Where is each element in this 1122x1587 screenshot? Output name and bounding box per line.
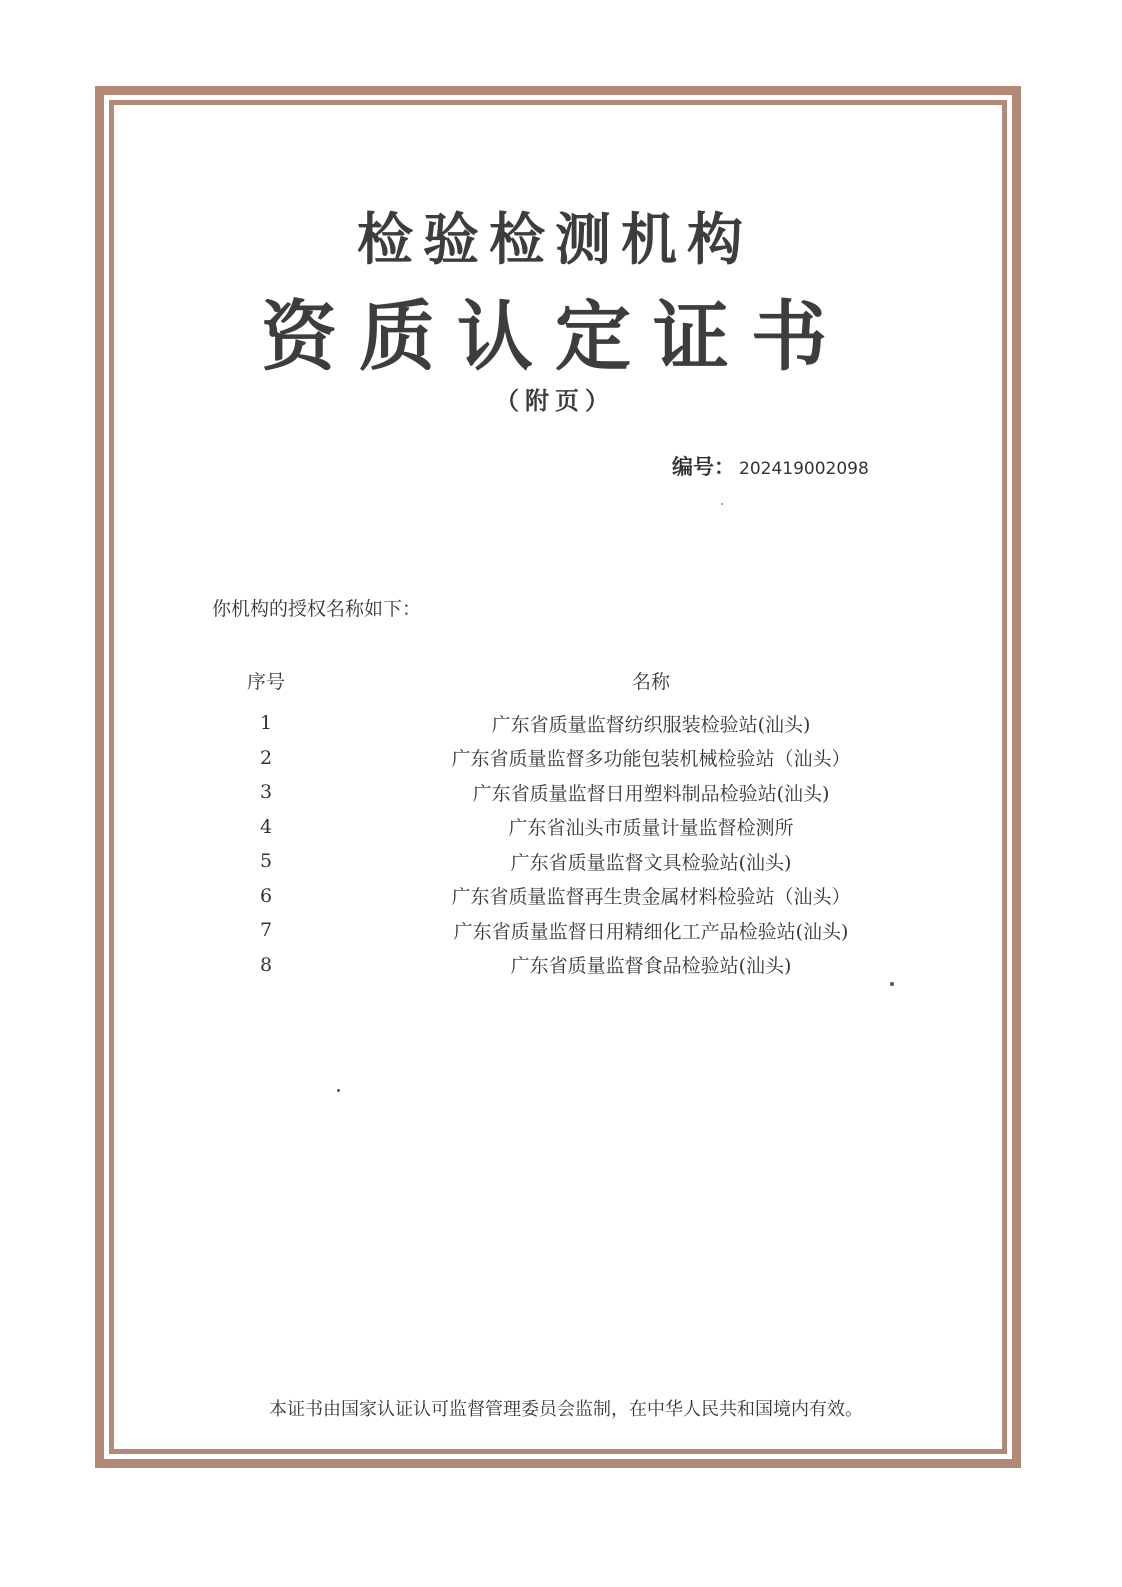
certificate-number-value: 202419002098 [739,459,869,479]
header-name: 名称 [631,670,670,693]
scan-speck [337,1089,340,1092]
row-no: 5 [259,850,273,873]
row-name: 广东省质量监督多功能包装机械检验站（汕头） [451,748,851,771]
table-row [196,775,956,810]
row-name: 广东省质量监督文具检验站(汕头) [510,851,792,874]
row-no: 4 [259,815,273,838]
subtitle: （附页） [495,387,615,415]
row-name: 广东省汕头市质量计量监督检测所 [508,817,794,840]
table-row [196,706,956,741]
table-header [196,664,956,696]
table-row [196,810,956,845]
row-no: 2 [259,746,273,769]
row-no: 3 [259,781,273,804]
row-no: 6 [259,884,273,907]
table-row [196,948,956,983]
row-name: 广东省质量监督日用塑料制品检验站(汕头) [472,782,830,805]
authorized-names-table [196,664,956,982]
table-row [196,879,956,914]
row-name: 广东省质量监督日用精细化工产品检验站(汕头) [453,920,849,943]
table-row [196,844,956,879]
scan-speck [721,503,723,505]
row-name: 广东省质量监督再生贵金属材料检验站（汕头） [451,886,851,909]
title-line-2: 资质认定证书 [261,292,849,381]
certificate-number [672,451,869,481]
row-no: 7 [259,919,273,942]
intro-text: 你机构的授权名称如下： [212,598,422,620]
table-row [196,913,956,948]
table-row [196,741,956,776]
scan-speck [890,982,894,986]
row-no: 1 [259,712,273,735]
certificate-number-label: 编号： [672,455,735,479]
footer-note: 本证书由国家认证认可监督管理委员会监制，在中华人民共和国境内有效。 [269,1399,863,1420]
title-line-1: 检验检测机构 [357,208,753,273]
row-no: 8 [259,953,273,976]
row-name: 广东省质量监督食品检验站(汕头) [510,955,792,978]
row-name: 广东省质量监督纺织服装检验站(汕头) [491,713,811,736]
header-no: 序号 [246,670,285,693]
table-body [196,706,956,982]
